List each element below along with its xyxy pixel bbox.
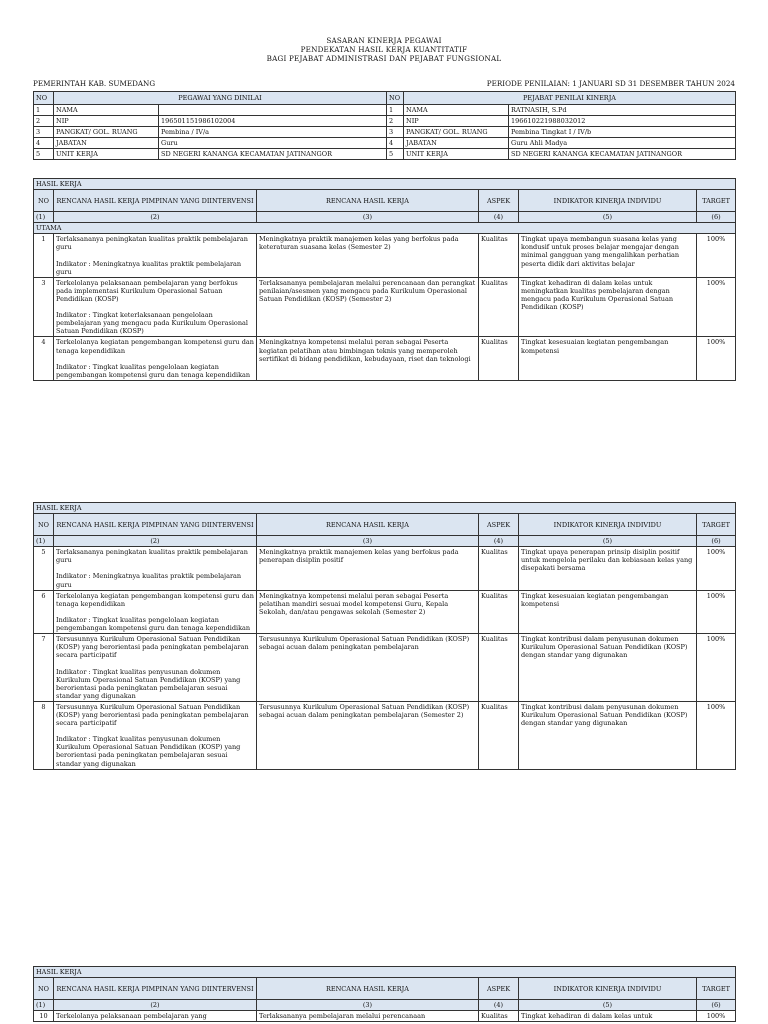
col-header-plan: RENCANA HASIL KERJA (257, 978, 479, 1000)
col-header-plan: RENCANA HASIL KERJA (257, 514, 479, 536)
col-number: (3) (257, 536, 479, 547)
col-header-aspect: ASPEK (479, 190, 519, 212)
col-number: (1) (34, 212, 54, 223)
col-header-leader-plan: RENCANA HASIL KERJA PIMPINAN YANG DIINTERVENSI (54, 190, 257, 212)
table-row (34, 234, 736, 277)
leader-plan-cell: Tersusunnya Kurikulum Operasional Satuan Pendidikan (KOSP) yang berorientasi pada peningkatan pembelajaran secara participatif Indikator : Tingkat kualitas penyusunan dokumen Kurikulum Operasional Satuan Pendidikan (KOSP) yang berorientasi pada peningkatan pembelajaran sesuai standar yang digunakan (54, 701, 257, 769)
table-row (34, 590, 736, 633)
col-number: (5) (519, 1000, 697, 1011)
title-line-2: PENDEKATAN HASIL KERJA KUANTITATIF (300, 45, 468, 54)
aspect-cell: Kualitas (479, 701, 519, 769)
plan-cell: Meningkatnya praktik manajemen kelas yang berfokus pada keteraturan suasana kelas (Semester 2) (257, 234, 479, 277)
field-label: UNIT KERJA (54, 149, 159, 160)
evaluated-value (159, 105, 387, 116)
institution-label: PEMERINTAH KAB. SUMEDANG (33, 79, 156, 88)
table-row (34, 277, 736, 337)
plan-cell: Meningkatnya praktik manajemen kelas yang berfokus pada penerapan disiplin positif (257, 547, 479, 590)
indicator-cell: Tingkat upaya penerapan prinsip disiplin positif untuk mengelola perilaku dan kebiasaan kelas yang disepakati bersama (519, 547, 697, 590)
title-line-3: BAGI PEJABAT ADMINISTRASI DAN PEJABAT FUNGSIONAL (266, 54, 502, 63)
field-label: JABATAN (54, 138, 159, 149)
indicator-cell: Tingkat kontribusi dalam penyusunan dokumen Kurikulum Operasional Satuan Pendidikan (KOSP) dengan standar yang digunakan (519, 634, 697, 702)
period-label: PERIODE PENILAIAN: 1 JANUARI SD 31 DESEMBER TAHUN 2024 (486, 79, 735, 88)
utama-row (34, 223, 736, 234)
table-row (34, 547, 736, 590)
leader-plan-cell: Terkelolanya kegiatan pengembangan kompetensi guru dan tenaga kependidikan Indikator : Tingkat kualitas pengelolaan kegiatan pengembangan kompetensi guru dan tenaga kependidikan (54, 337, 257, 380)
indicator-cell: Tingkat kehadiran di dalam kelas untuk (519, 1011, 697, 1022)
identity-row (34, 127, 736, 138)
leader-plan-cell: Terlaksananya peningkatan kualitas praktik pembelajaran guru Indikator : Meningkatnya kualitas praktik pembelajaran guru (54, 234, 257, 277)
row-number: 8 (34, 701, 54, 769)
target-cell: 100% (697, 547, 736, 590)
row-number: 3 (34, 277, 54, 337)
hasil-kerja-table-3 (33, 966, 736, 1022)
row-number: 4 (387, 138, 404, 149)
col-header-no: NO (34, 514, 54, 536)
aspect-cell: Kualitas (479, 234, 519, 277)
column-header-row (34, 514, 736, 536)
col-header-leader-plan: RENCANA HASIL KERJA PIMPINAN YANG DIINTERVENSI (54, 978, 257, 1000)
leader-plan-cell: Tersusunnya Kurikulum Operasional Satuan Pendidikan (KOSP) yang berorientasi pada peningkatan pembelajaran secara participatif Indikator : Tingkat kualitas penyusunan dokumen Kurikulum Operasional Satuan Pendidikan (KOSP) yang berorientasi pada peningkatan pembelajaran sesuai standar yang digunakan (54, 634, 257, 702)
block-3-rows (34, 1011, 736, 1022)
hasil-kerja-table-2 (33, 502, 736, 770)
block-2-rows (34, 547, 736, 769)
col-header-indicator: INDIKATOR KINERJA INDIVIDU (519, 190, 697, 212)
section-header-row (34, 503, 736, 514)
col-number: (5) (519, 212, 697, 223)
row-number: 7 (34, 634, 54, 702)
column-number-row (34, 1000, 736, 1011)
identity-row (34, 116, 736, 127)
col-header-no: NO (34, 190, 54, 212)
field-label: NAMA (54, 105, 159, 116)
table-row (34, 701, 736, 769)
row-number: 3 (34, 127, 54, 138)
field-label: NAMA (404, 105, 509, 116)
col-number: (6) (697, 212, 736, 223)
row-number: 5 (34, 149, 54, 160)
target-cell: 100% (697, 277, 736, 337)
evaluated-employee-header: PEGAWAI YANG DINILAI (54, 92, 387, 105)
row-number: 1 (387, 105, 404, 116)
field-label: JABATAN (404, 138, 509, 149)
target-cell: 100% (697, 1011, 736, 1022)
table-row (34, 634, 736, 702)
col-number: (6) (697, 536, 736, 547)
plan-cell: Tersusunnya Kurikulum Operasional Satuan Pendidikan (KOSP) sebagai acuan dalam peningkatan pembelajaran (Semester 2) (257, 701, 479, 769)
row-number: 10 (34, 1011, 54, 1022)
table-row (34, 1011, 736, 1022)
identity-row (34, 149, 736, 160)
col-header-leader-plan: RENCANA HASIL KERJA PIMPINAN YANG DIINTERVENSI (54, 514, 257, 536)
aspect-cell: Kualitas (479, 634, 519, 702)
identity-row (34, 138, 736, 149)
row-number: 1 (34, 234, 54, 277)
evaluated-value: Guru (159, 138, 387, 149)
field-label: PANGKAT/ GOL. RUANG (54, 127, 159, 138)
target-cell: 100% (697, 634, 736, 702)
evaluated-value: SD NEGERI KANANGA KECAMATAN JATINANGOR (159, 149, 387, 160)
identity-header-row (34, 92, 736, 105)
no-header: NO (34, 92, 54, 105)
col-number: (2) (54, 212, 257, 223)
row-number: 3 (387, 127, 404, 138)
col-number: (1) (34, 1000, 54, 1011)
indicator-cell: Tingkat kontribusi dalam penyusunan dokumen Kurikulum Operasional Satuan Pendidikan (KOSP) dengan standar yang digunakan (519, 701, 697, 769)
field-label: NIP (54, 116, 159, 127)
aspect-cell: Kualitas (479, 1011, 519, 1022)
field-label: PANGKAT/ GOL. RUANG (404, 127, 509, 138)
column-header-row (34, 190, 736, 212)
col-header-aspect: ASPEK (479, 978, 519, 1000)
col-number: (3) (257, 212, 479, 223)
section-header-row (34, 967, 736, 978)
evaluator-value: Guru Ahli Madya (509, 138, 736, 149)
col-header-target: TARGET (697, 190, 736, 212)
field-label: NIP (404, 116, 509, 127)
field-label: UNIT KERJA (404, 149, 509, 160)
target-cell: 100% (697, 701, 736, 769)
col-number: (1) (34, 536, 54, 547)
row-number: 2 (34, 116, 54, 127)
indicator-cell: Tingkat kesesuaian kegiatan pengembangan kompetensi (519, 337, 697, 380)
column-number-row (34, 536, 736, 547)
col-number: (5) (519, 536, 697, 547)
row-number: 4 (34, 138, 54, 149)
row-number: 4 (34, 337, 54, 380)
col-number: (3) (257, 1000, 479, 1011)
no-header: NO (387, 92, 404, 105)
evaluated-value: 196501151986102004 (159, 116, 387, 127)
col-header-plan: RENCANA HASIL KERJA (257, 190, 479, 212)
block-1-rows (34, 234, 736, 381)
indicator-cell: Tingkat kesesuaian kegiatan pengembangan kompetensi (519, 590, 697, 633)
col-number: (6) (697, 1000, 736, 1011)
evaluator-value: 196610221988032012 (509, 116, 736, 127)
table-row (34, 337, 736, 380)
evaluated-value: Pembina / IV/a (159, 127, 387, 138)
plan-cell: Meningkatnya kompetensi melalui peran sebagai Peserta pelatihan mandiri sesuai model kompetensi Guru, Kepala Sekolah, dan/atau pengawas sekolah (Semester 2) (257, 590, 479, 633)
indicator-cell: Tingkat upaya membangun suasana kelas yang kondusif untuk proses belajar mengajar dengan minimal gangguan yang mengalihkan perhatian peserta didik dari aktivitas belajar (519, 234, 697, 277)
target-cell: 100% (697, 234, 736, 277)
identity-table (33, 91, 736, 160)
indicator-cell: Tingkat kehadiran di dalam kelas untuk meningkatkan kualitas pembelajaran dengan mengacu pada Kurikulum Operasional Satuan Pendidikan (KOSP) (519, 277, 697, 337)
col-header-aspect: ASPEK (479, 514, 519, 536)
row-number: 5 (34, 547, 54, 590)
hasil-kerja-table-1 (33, 178, 736, 381)
section-header-row (34, 179, 736, 190)
hasil-kerja-label: HASIL KERJA (34, 967, 736, 978)
target-cell: 100% (697, 590, 736, 633)
col-number: (2) (54, 1000, 257, 1011)
col-header-indicator: INDIKATOR KINERJA INDIVIDU (519, 514, 697, 536)
leader-plan-cell: Terkelolanya kegiatan pengembangan kompetensi guru dan tenaga kependidikan Indikator : Tingkat kualitas pengelolaan kegiatan pengembangan kompetensi guru dan tenaga kependidikan (54, 590, 257, 633)
title-line-1: SASARAN KINERJA PEGAWAI (326, 36, 442, 45)
leader-plan-cell: Terlaksananya peningkatan kualitas praktik pembelajaran guru Indikator : Meningkatnya kualitas praktik pembelajaran guru (54, 547, 257, 590)
col-header-indicator: INDIKATOR KINERJA INDIVIDU (519, 978, 697, 1000)
aspect-cell: Kualitas (479, 337, 519, 380)
evaluator-value: SD NEGERI KANANGA KECAMATAN JATINANGOR (509, 149, 736, 160)
identity-row (34, 105, 736, 116)
col-header-no: NO (34, 978, 54, 1000)
plan-cell: Terlaksananya pembelajaran melalui perencanaan dan perangkat penilaian/asesmen yang mengacu pada Kurikulum Operasional Satuan Pendidikan (KOSP) (Semester 2) (257, 277, 479, 337)
row-number: 6 (34, 590, 54, 633)
col-header-target: TARGET (697, 978, 736, 1000)
plan-cell: Tersusunnya Kurikulum Operasional Satuan Pendidikan (KOSP) sebagai acuan dalam peningkatan pembelajaran (257, 634, 479, 702)
col-number: (4) (479, 536, 519, 547)
evaluator-value: RATNASIH, S.Pd (509, 105, 736, 116)
column-header-row (34, 978, 736, 1000)
hasil-kerja-label: HASIL KERJA (34, 179, 736, 190)
col-number: (4) (479, 1000, 519, 1011)
plan-cell: Meningkatnya kompetensi melalui peran sebagai Peserta kegiatan pelatihan atau bimbingan teknis yang memperoleh sertifikat di bidang pendidikan, kebudayaan, riset dan teknologi (257, 337, 479, 380)
column-number-row (34, 212, 736, 223)
evaluator-value: Pembina Tingkat I / IV/b (509, 127, 736, 138)
hasil-kerja-label: HASIL KERJA (34, 503, 736, 514)
aspect-cell: Kualitas (479, 277, 519, 337)
plan-cell: Terlaksananya pembelajaran melalui perencanaan (257, 1011, 479, 1022)
leader-plan-cell: Terkelolanya pelaksanaan pembelajaran yang berfokus pada implementasi Kurikulum Operasional Satuan Pendidikan (KOSP) Indikator : Tingkat keterlaksanaan pengelolaan pembelajaran yang mengacu pada Kurikulum Operasional Satuan Pendidikan (KOSP) (54, 277, 257, 337)
leader-plan-cell: Terkelolanya pelaksanaan pembelajaran yang (54, 1011, 257, 1022)
utama-label: UTAMA (34, 223, 736, 234)
row-number: 5 (387, 149, 404, 160)
aspect-cell: Kualitas (479, 590, 519, 633)
evaluator-header: PEJABAT PENILAI KINERJA (404, 92, 736, 105)
row-number: 2 (387, 116, 404, 127)
identity-body (34, 105, 736, 160)
target-cell: 100% (697, 337, 736, 380)
col-number: (2) (54, 536, 257, 547)
row-number: 1 (34, 105, 54, 116)
col-header-target: TARGET (697, 514, 736, 536)
aspect-cell: Kualitas (479, 547, 519, 590)
col-number: (4) (479, 212, 519, 223)
